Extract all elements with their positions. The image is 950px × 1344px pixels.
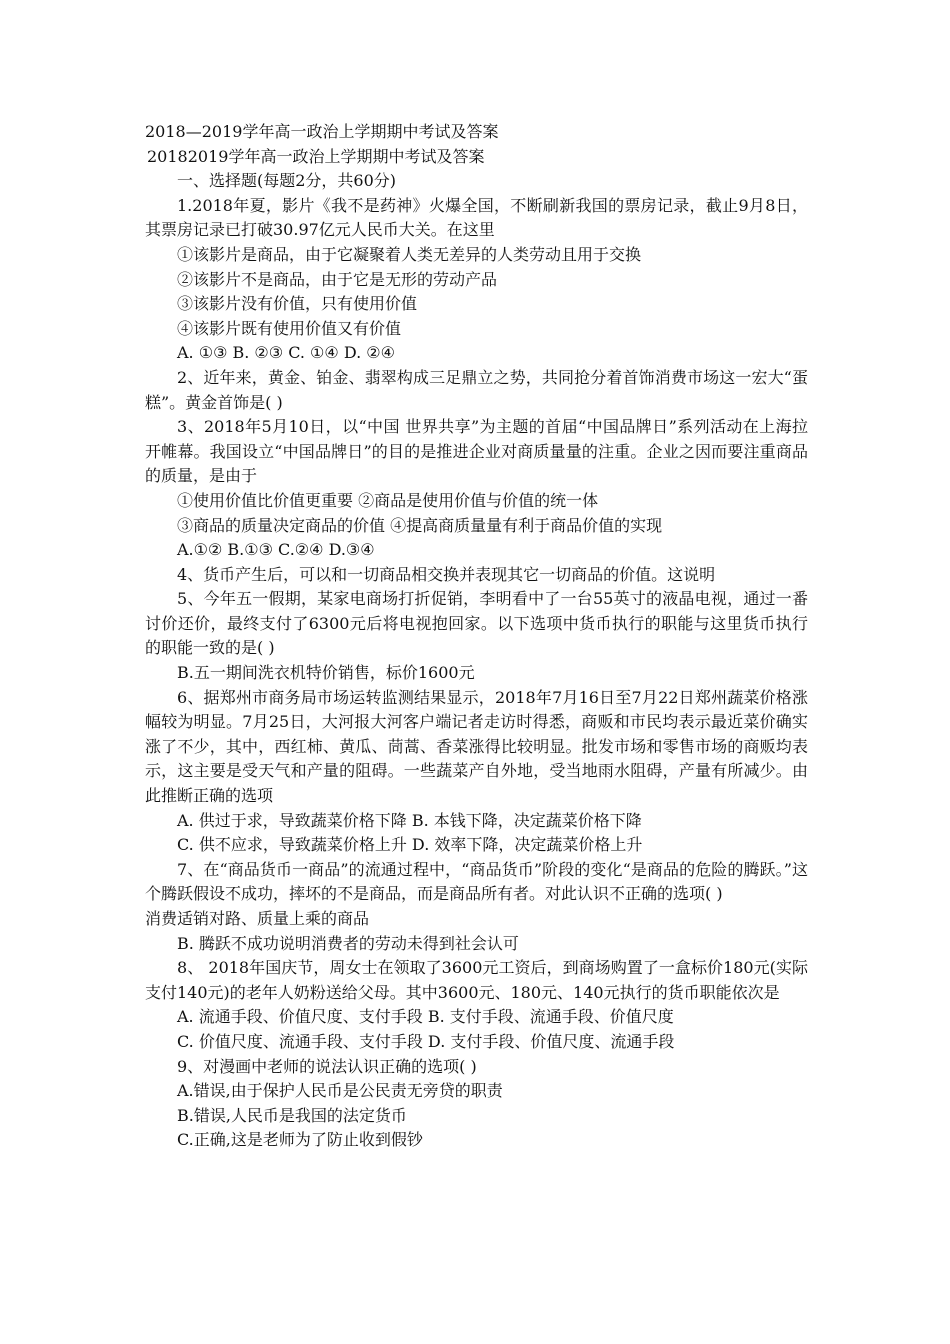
- paragraph: B.错误,人民币是我国的法定货币: [177, 1105, 407, 1125]
- paragraph: ②该影片不是商品，由于它是无形的劳动产品: [177, 269, 498, 289]
- paragraph: 7、在“商品货币一商品”的流通过程中，“商品货币”阶段的变化“是商品的危险的腾跃。”这个腾跃假设不成功，摔坏的不是商品，而是商品所有者。对此认识不正确的选项( ): [145, 859, 808, 904]
- paragraph: ③商品的质量决定商品的价值 ④提高商质量量有利于商品价值的实现: [177, 515, 663, 535]
- paragraph: B. 腾跃不成功说明消费者的劳动未得到社会认可: [177, 933, 519, 953]
- paragraph: 8、 2018年国庆节，周女士在领取了3600元工资后，到商场购置了一盒标价180元(实际支付140元)的老年人奶粉送给父母。其中3600元、180元、140元执行的货币职能依次是: [145, 958, 808, 1002]
- paragraph: 一、选择题(每题2分，共60分): [177, 171, 397, 191]
- paragraph: 3、2018年5月10日，以“中国 世界共享”为主题的首届“中国品牌日”系列活动在上海拉开帷幕。我国设立“中国品牌日”的目的是推进企业对商质量量的注重。企业之因而要注重商品的质量，是由于: [145, 417, 808, 486]
- document-title: 2018—2019学年高一政治上学期期中考试及答案: [145, 122, 499, 141]
- paragraph: A.①② B.①③ C.②④ D.③④: [177, 540, 375, 560]
- paragraph: ①该影片是商品，由于它凝聚着人类无差异的人类劳动且用于交换: [177, 244, 642, 264]
- paragraph: C. 供不应求，导致蔬菜价格上升 D. 效率下降，决定蔬菜价格上升: [177, 835, 643, 855]
- paragraph: 2、近年来，黄金、铂金、翡翠构成三足鼎立之势，共同抢分着首饰消费市场这一宏大“蛋糕”。黄金首饰是( ): [145, 367, 808, 412]
- paragraph: 9、对漫画中老师的说法认识正确的选项( ): [177, 1056, 477, 1076]
- paragraph: 1.2018年夏，影片《我不是药神》火爆全国，不断刷新我国的票房记录，截止9月8日，其票房记录已打破30.97亿元人民币大关。在这里: [145, 195, 808, 240]
- paragraph: ③该影片没有价值，只有使用价值: [177, 294, 418, 314]
- paragraph: A. 供过于求，导致蔬菜价格下降 B. 本钱下降，决定蔬菜价格下降: [177, 810, 642, 830]
- paragraph: C. 价值尺度、流通手段、支付手段 D. 支付手段、价值尺度、流通手段: [177, 1031, 675, 1051]
- paragraph: A. 流通手段、价值尺度、支付手段 B. 支付手段、流通手段、价值尺度: [177, 1007, 674, 1027]
- paragraph: 5、今年五一假期，某家电商场打折促销，李明看中了一台55英寸的液晶电视，通过一番讨价还价，最终支付了6300元后将电视抱回家。以下选项中货币执行的职能与这里货币执行的职能一致的是( ): [145, 589, 808, 658]
- document-body: [145, 169, 808, 1153]
- paragraph: A. ①③ B. ②③ C. ①④ D. ②④: [177, 343, 395, 363]
- paragraph: 消费适销对路、质量上乘的商品: [145, 909, 370, 928]
- document-subtitle: 20182019学年高一政治上学期期中考试及答案: [147, 146, 485, 166]
- paragraph: ①使用价值比价值更重要 ②商品是使用价值与价值的统一体: [177, 490, 599, 510]
- paragraph: B.五一期间洗衣机特价销售，标价1600元: [177, 663, 475, 683]
- paragraph: 4、货币产生后，可以和一切商品相交换并表现其它一切商品的价值。这说明: [177, 564, 716, 584]
- document-page: [145, 120, 808, 1153]
- paragraph: ④该影片既有使用价值又有价值: [177, 318, 402, 338]
- paragraph: 6、据郑州市商务局市场运转监测结果显示，2018年7月16日至7月22日郑州蔬菜价格涨幅较为明显。7月25日，大河报大河客户端记者走访时得悉，商贩和市民均表示最近菜价确实涨了不少，其中，西红柿、黄瓜、茼蒿、香菜涨得比较明显。批发市场和零售市场的商贩均表示，这主要是受天气和产量的阻碍。一些蔬菜产自外地，受当地雨水阻碍，产量有所减少。由此推断正确的选项: [145, 687, 808, 806]
- paragraph: A.错误,由于保护人民币是公民责无旁贷的职责: [177, 1081, 503, 1101]
- paragraph: C.正确,这是老师为了防止收到假钞: [177, 1130, 423, 1150]
